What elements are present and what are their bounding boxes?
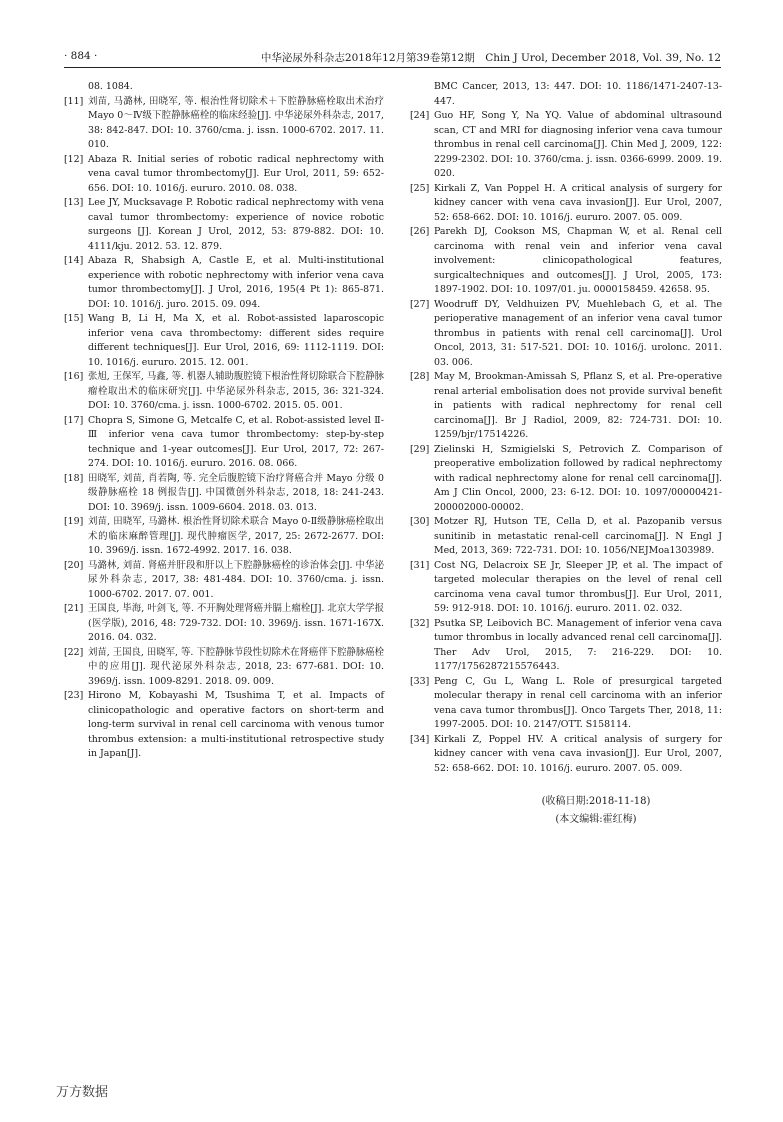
reference-number: [25] (410, 182, 430, 194)
reference-text: Wang B, Li H, Ma X, et al. Robot-assisted laparoscopic inferior vena cava thrombectomy: different sides require different techniques[J]. Eur Urol, 2016, 69: 1112-1119. DOI: 10. 1016/j. eururo. 2015. 12. 001. (88, 313, 384, 368)
watermark: 万方数据 (56, 1085, 109, 1100)
reference-text: Chopra S, Simone G, Metcalfe C, et al. Robot-assisted level Ⅱ-Ⅲ inferior vena cava tumor thrombectomy: step-by-step technique and 1-year outcomes[J]. Eur Urol, 2017, 72: 267-274. DOI: 10. 1016/j. eururo. 2016. 08. 066. (88, 414, 384, 469)
reference-text: Psutka SP, Leibovich BC. Management of inferior vena cava tumor thrombus in locally advanced renal cell carcinoma[J]. Ther Adv Urol, 2015, 7: 216-229. DOI: 10. 1177/1756287215576443. (434, 617, 722, 672)
reference-text: 田晓军, 刘苗, 肖若陶, 等. 完全后腹腔镜下治疗肾癌合并 Mayo 分级 0 级静脉癌栓 18 例报告[J]. 中国微创外科杂志, 2018, 18: 241-243. DOI: 10. 3969/j. issn. 1009-6604. 2018. 03. 013. (88, 472, 384, 513)
reference-text: Guo HF, Song Y, Na YQ. Value of abdominal ultrasound scan, CT and MRI for diagnosing inferior vena cava tumour thrombus in renal cell carcinoma[J]. Chin Med J, 2009, 122: 2299-2302. DOI: 10. 3760/cma. j. issn. 0366-6999. 2009. 19. 020. (434, 110, 722, 179)
reference-number: [14] (64, 255, 84, 266)
reference-number: [13] (64, 197, 84, 208)
reference-item (64, 196, 384, 254)
reference-number: [30] (410, 516, 430, 527)
reference-item (410, 559, 722, 617)
page-header (64, 50, 721, 66)
reference-item (64, 472, 384, 516)
reference-text: Abaza R, Shabsigh A, Castle E, et al. Multi-institutional experience with robotic nephrectomy with inferior vena cava tumor thrombectomy[J]. J Urol, 2016, 195(4 Pt 1): 865-871. DOI: 10. 1016/j. juro. 2015. 09. 094. (88, 255, 384, 310)
journal-info: 中华泌尿外科杂志2018年12月第39卷第12期 Chin J Urol, December 2018, Vol. 39, No. 12 (260, 52, 721, 64)
reference-item (64, 153, 384, 197)
reference-text: Kirkali Z, Poppel HV. A critical analysis of surgery for kidney cancer with vena cava invasion[J]. Eur Urol, 2007, 52: 658-662. DOI: 10. 1016/j. eururo. 2007. 05. 009. (434, 733, 722, 774)
reference-text: Cost NG, Delacroix SE Jr, Sleeper JP, et al. The impact of targeted molecular therapies on the level of renal cell carcinoma vena caval tumor thrombus[J]. Eur Urol, 2011, 59: 912-918. DOI: 10. 1016/j. eururo. 2011. 02. 032. (434, 559, 722, 614)
reference-item (64, 602, 384, 646)
reference-number: [21] (64, 603, 84, 614)
reference-item (410, 80, 722, 109)
reference-number: [24] (410, 110, 430, 121)
reference-number: [19] (64, 516, 84, 527)
reference-item (410, 675, 722, 733)
reference-text: Zielinski H, Szmigielski S, Petrovich Z. Comparison of preoperative embolization followed by radical nephrectomy with radical nephrectomy alone for renal cell carcinoma[J]. Am J Clin Oncol, 2000, 23: 6-12. DOI: 10. 1097/00000421-200002000-00002. (434, 443, 722, 513)
reference-text: 王国良, 毕海, 叶剑飞, 等. 不开胸处理肾癌并膈上瘤栓[J]. 北京大学学报(医学版), 2016, 48: 729-732. DOI: 10. 3969/j. issn. 1671-167X. 2016. 04. 032. (88, 603, 384, 643)
reference-item (410, 370, 722, 443)
reference-number: [23] (64, 690, 84, 701)
reference-text: May M, Brookman-Amissah S, Pflanz S, et al. Pre-operative renal arterial embolisation does not provide survival benefit in patients with radical nephrectomy for renal cell carcinoma[J]. Br J Radiol, 2009, 82: 724-731. DOI: 10. 1259/bjr/17514226. (434, 371, 722, 440)
reference-item (64, 414, 384, 472)
reference-text: Peng C, Gu L, Wang L. Role of presurgical targeted molecular therapy in renal cell carcinoma with an inferior vena cava tumor thrombus[J]. Onco Targets Ther, 2018, 11: 1997-2005. DOI: 10. 2147/OTT. S158114. (434, 675, 722, 730)
reference-text: 马潞林, 刘苗. 肾癌并肝段和肝以上下腔静脉癌栓的诊治体会[J]. 中华泌尿外科杂志, 2017, 38: 481-484. DOI: 10. 3760/cma. j. issn. 1000-6702. 2017. 07. 001. (88, 559, 384, 600)
reference-text: Kirkali Z, Van Poppel H. A critical analysis of surgery for kidney cancer with vena cava invasion[J]. Eur Urol, 2007, 52: 658-662. DOI: 10. 1016/j. eururo. 2007. 05. 009. (434, 182, 722, 223)
references-left-column (64, 80, 384, 762)
reference-item (410, 733, 722, 777)
reference-item (64, 515, 384, 559)
reference-text: Motzer RJ, Hutson TE, Cella D, et al. Pazopanib versus sunitinib in metastatic renal-cell carcinoma[J]. N Engl J Med, 2013, 369: 722-731. DOI: 10. 1056/NEJMoa1303989. (434, 516, 722, 556)
page-number: · 884 · (64, 50, 98, 62)
reference-item (410, 443, 722, 516)
reference-text: Parekh DJ, Cookson MS, Chapman W, et al. Renal cell carcinoma with renal vein and inferior vena caval involvement: clinicopathological features, surgicaltechniques and outcomes[J]. J Urol, 2005, 173: 1897-1902. DOI: 10. 1097/01. ju. 0000158459. 42658. 95. (434, 226, 722, 295)
reference-item (410, 298, 722, 371)
reference-number: [22] (64, 646, 84, 658)
reference-number: [27] (410, 298, 430, 310)
reference-text: Lee JY, Mucksavage P. Robotic radical nephrectomy with vena caval tumor thrombectomy: experience of novice robotic surgeons [J]. Korean J Urol, 2012, 53: 879-882. DOI: 10. 4111/kju. 2012. 53. 12. 879. (88, 197, 384, 252)
received-date: (收稿日期:2018-11-18) (541, 796, 651, 807)
reference-text: Hirono M, Kobayashi M, Tsushima T, et al. Impacts of clinicopathologic and operative factors on short-term and long-term survival in renal cell carcinoma with venous tumor thrombus extension: a multi-institutional retrospective study in Japan[J]. (88, 690, 384, 759)
reference-text: 刘苗, 王国良, 田晓军, 等. 下腔静脉节段性切除术在肾癌伴下腔静脉癌栓中的应用[J]. 现代泌尿外科杂志, 2018, 23: 677-681. DOI: 10. 3969/j. issn. 1009-8291. 2018. 09. 009. (88, 646, 384, 687)
reference-item (410, 109, 722, 182)
reference-item (410, 515, 722, 559)
reference-text: 张旭, 王保军, 马鑫, 等. 机器人辅助腹腔镜下根治性肾切除联合下腔静脉瘤栓取出术的临床研究[J]. 中华泌尿外科杂志, 2015, 36: 321-324. DOI: 10. 3760/cma. j. issn. 1000-6702. 2015. 05. 001. (88, 371, 384, 411)
reference-item (64, 95, 384, 153)
reference-item (64, 312, 384, 370)
reference-text: Abaza R. Initial series of robotic radical nephrectomy with vena caval tumor thrombectomy[J]. Eur Urol, 2011, 59: 652-656. DOI: 10. 1016/j. eururo. 2010. 08. 038. (88, 153, 384, 194)
reference-item (410, 617, 722, 675)
reference-number: [17] (64, 414, 84, 426)
reference-item (64, 689, 384, 762)
reference-text: 刘苗, 田晓军, 马潞林. 根治性肾切除术联合 Mayo 0-Ⅱ级静脉癌栓取出术的临床麻醉管理[J]. 现代肿瘤医学, 2017, 25: 2672-2677. DOI: 10. 3969/j. issn. 1672-4992. 2017. 16. 038. (88, 516, 384, 556)
reference-number: [18] (64, 472, 84, 484)
reference-number: [15] (64, 313, 84, 324)
editor-credit: (本文编辑:霍红梅) (555, 814, 637, 825)
reference-text: 08. 1084. (88, 81, 133, 92)
reference-number: [31] (410, 559, 430, 571)
reference-item (64, 646, 384, 690)
reference-number: [33] (410, 675, 430, 687)
reference-number: [26] (410, 226, 430, 237)
reference-number: [16] (64, 371, 84, 382)
reference-text: BMC Cancer, 2013, 13: 447. DOI: 10. 1186/1471-2407-13-447. (434, 81, 722, 107)
reference-item (410, 182, 722, 226)
reference-item (64, 254, 384, 312)
reference-number: [34] (410, 733, 430, 745)
reference-item (64, 559, 384, 603)
reference-number: [11] (64, 95, 84, 107)
reference-item (64, 80, 384, 95)
reference-number: [20] (64, 559, 84, 571)
header-rule (64, 67, 721, 68)
reference-item (410, 225, 722, 298)
reference-number: [32] (410, 617, 430, 629)
reference-number: [12] (64, 153, 84, 165)
article-footer (410, 793, 722, 829)
reference-number: [28] (410, 371, 430, 382)
reference-number: [29] (410, 443, 430, 455)
references-right-column (410, 80, 722, 776)
reference-text: Woodruff DY, Veldhuizen PV, Muehlebach G, et al. The perioperative management of an inferior vena caval tumor thrombus in patients with renal cell carcinoma[J]. Urol Oncol, 2013, 31: 517-521. DOI: 10. 1016/j. urolonc. 2011. 03. 006. (434, 298, 722, 368)
reference-item (64, 370, 384, 414)
reference-text: 刘苗, 马潞林, 田晓军, 等. 根治性肾切除术＋下腔静脉癌栓取出术治疗 Mayo 0～Ⅳ级下腔静脉癌栓的临床经验[J]. 中华泌尿外科杂志, 2017, 38: 842-847. DOI: 10. 3760/cma. j. issn. 1000-6702. 2017. 11. 010. (88, 95, 384, 150)
